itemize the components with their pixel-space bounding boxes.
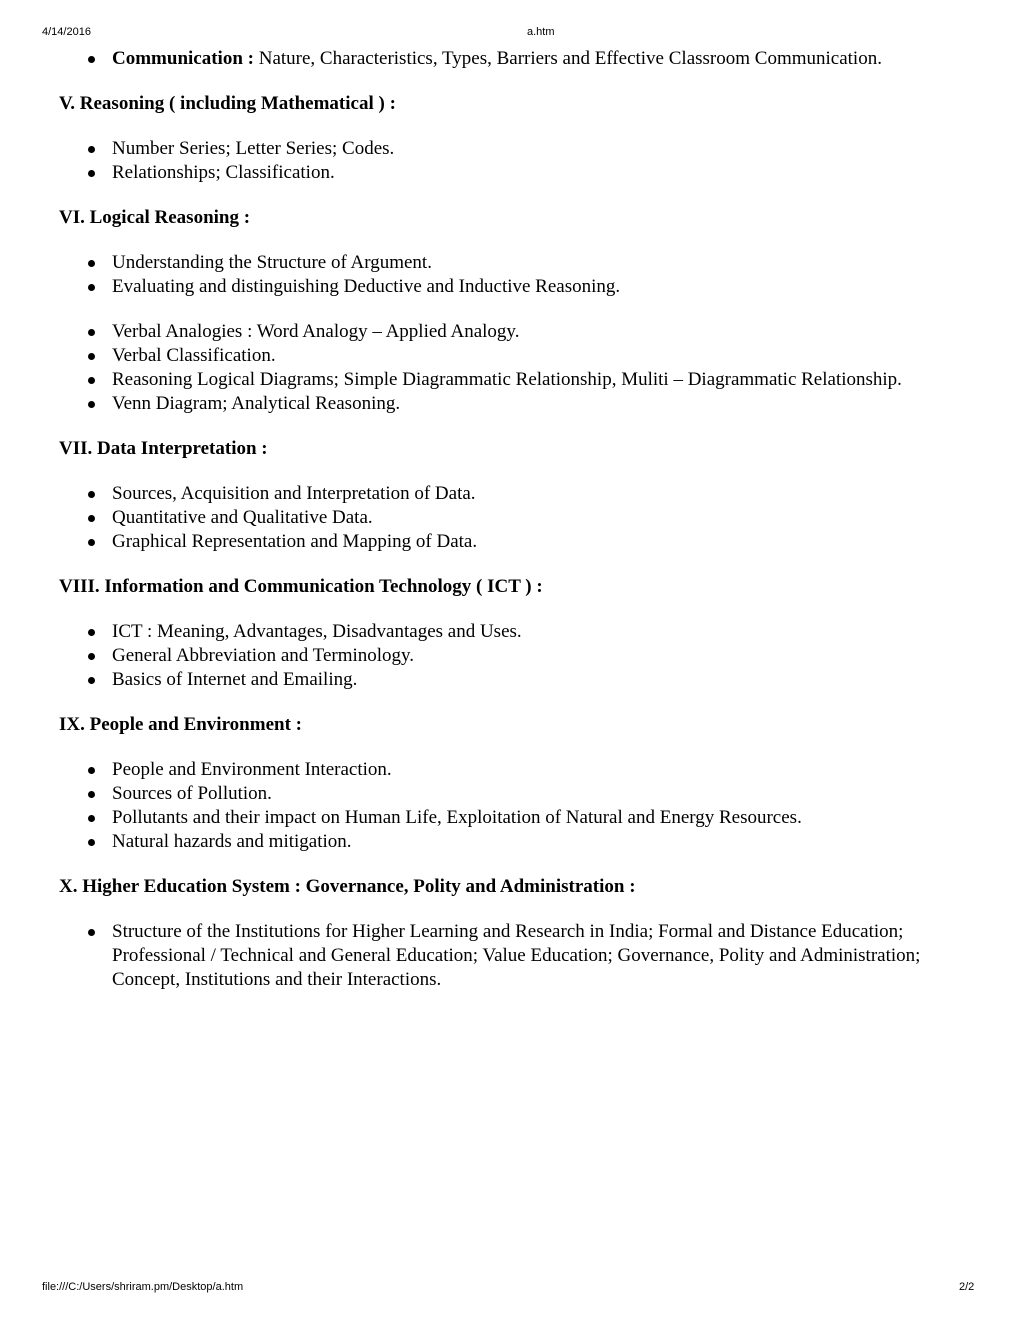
list-item [112,47,959,71]
list-item: General Abbreviation and Terminology. [112,644,959,668]
list-item: Relationships; Classification. [112,161,959,185]
print-file-path: file:///C:/Users/shriram.pm/Desktop/a.htm [42,1281,244,1293]
list-item: Basics of Internet and Emailing. [112,668,959,692]
section-list-vi-b [59,320,959,416]
section-list-ix [59,758,959,854]
section-list-vii [59,482,959,554]
page-number: 2/2 [959,1281,975,1293]
section-heading-vi: VI. Logical Reasoning : [59,207,251,228]
print-date: 4/14/2016 [42,26,91,38]
section-heading-viii: VIII. Information and Communication Technology ( ICT ) : [59,576,543,597]
list-item: Pollutants and their impact on Human Life, Exploitation of Natural and Energy Resources. [112,806,959,830]
list-item: Verbal Classification. [112,344,959,368]
list-item: Sources, Acquisition and Interpretation of Data. [112,482,959,506]
document-body [59,47,959,992]
list-item: Sources of Pollution. [112,782,959,806]
list-item: Evaluating and distinguishing Deductive and Inductive Reasoning. [112,275,959,299]
list-item: Understanding the Structure of Argument. [112,251,959,275]
print-title: a.htm [527,26,555,38]
section-heading-ix: IX. People and Environment : [59,714,302,735]
list-item: Venn Diagram; Analytical Reasoning. [112,392,959,416]
list-item: Structure of the Institutions for Higher Learning and Research in India; Formal and Distance Education; Professional / Technical and General Education; Value Education; Governance, Polity and Administration; Concept, Institutions and their Interactions. [112,920,959,992]
list-item: Quantitative and Qualitative Data. [112,506,959,530]
list-item: ICT : Meaning, Advantages, Disadvantages and Uses. [112,620,959,644]
list-item: Verbal Analogies : Word Analogy – Applied Analogy. [112,320,959,344]
item-label: Communication : [112,48,254,69]
section-list-x [59,920,959,992]
list-item: Reasoning Logical Diagrams; Simple Diagrammatic Relationship, Muliti – Diagrammatic Relationship. [112,368,959,392]
top-list [59,47,959,71]
item-text: Nature, Characteristics, Types, Barriers and Effective Classroom Communication. [258,48,882,69]
section-heading-v: V. Reasoning ( including Mathematical ) : [59,93,396,114]
section-list-vi-a [59,251,959,299]
section-heading-vii: VII. Data Interpretation : [59,438,268,459]
section-list-v [59,137,959,185]
list-item: People and Environment Interaction. [112,758,959,782]
list-item: Number Series; Letter Series; Codes. [112,137,959,161]
section-heading-x: X. Higher Education System : Governance, Polity and Administration : [59,876,636,897]
list-item: Graphical Representation and Mapping of Data. [112,530,959,554]
list-item: Natural hazards and mitigation. [112,830,959,854]
section-list-viii [59,620,959,692]
